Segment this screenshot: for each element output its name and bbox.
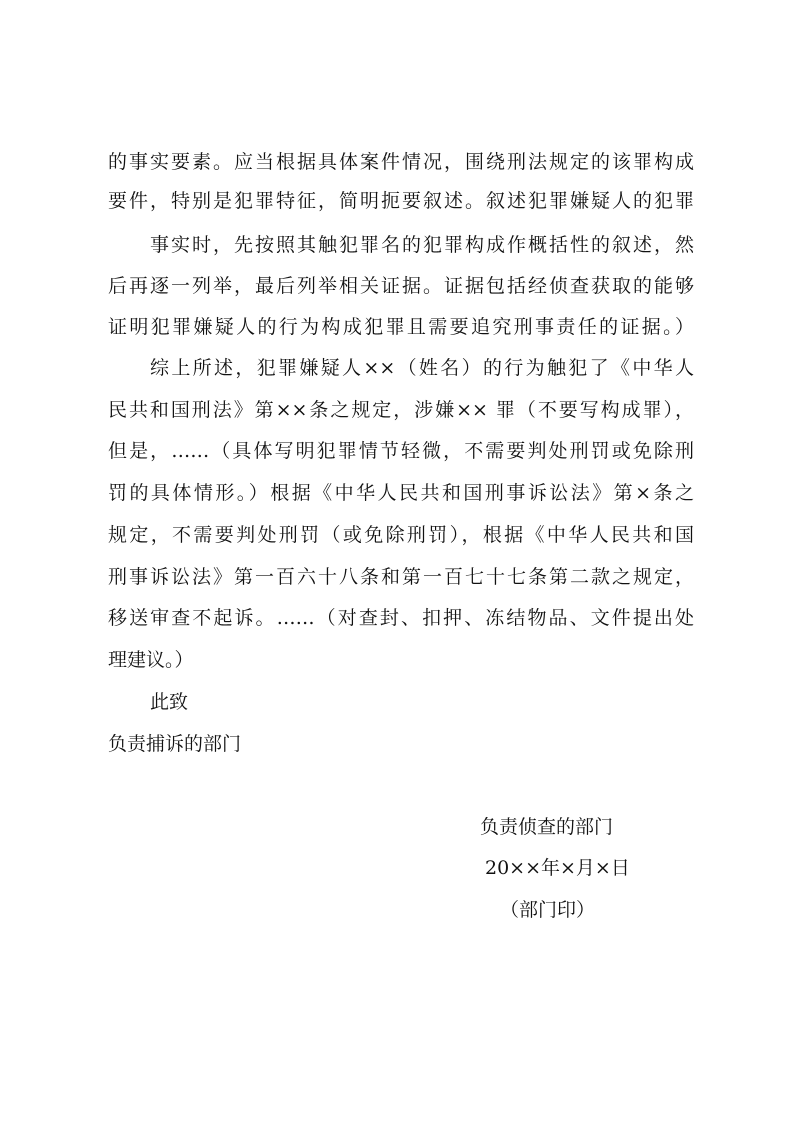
signature-department: 负责侦查的部门	[480, 816, 614, 838]
body-line-13: 理建议。）	[108, 649, 194, 671]
body-line-12: 移送审查不起诉。……（对查封、扣押、冻结物品、文件提出处	[108, 607, 694, 629]
body-line-10: 规定，不需要判处刑罚（或免除刑罚），根据《中华人民共和国	[108, 524, 694, 546]
body-line-6: 综上所述，犯罪嫌疑人××（姓名）的行为触犯了《中华人	[150, 357, 694, 379]
salutation: 此致	[150, 691, 189, 713]
signature-date: 20××年×月×日	[485, 857, 630, 879]
body-line-3: 事实时，先按照其触犯罪名的犯罪构成作概括性的叙述，然	[150, 234, 694, 256]
body-line-8: 但是，……（具体写明犯罪情节轻微，不需要判处刑罚或免除刑	[108, 440, 694, 462]
body-line-5: 证明犯罪嫌疑人的行为构成犯罪且需要追究刑事责任的证据。）	[108, 316, 694, 338]
body-line-11: 刑事诉讼法》第一百六十八条和第一百七十七条第二款之规定，	[108, 566, 694, 588]
body-line-1: 的事实要素。应当根据具体案件情况，围绕刑法规定的该罪构成	[108, 151, 694, 173]
body-line-9: 罚的具体情形。）根据《中华人民共和国刑事诉讼法》第×条之	[108, 482, 694, 504]
signature-seal: （部门印）	[500, 899, 596, 921]
body-line-2: 要件，特别是犯罪特征，简明扼要叙述。叙述犯罪嫌疑人的犯罪	[108, 190, 694, 212]
recipient: 负责捕诉的部门	[108, 733, 242, 755]
body-line-7: 民共和国刑法》第××条之规定，涉嫌×× 罪（不要写构成罪），	[108, 399, 694, 421]
body-line-4: 后再逐一列举，最后列举相关证据。证据包括经侦查获取的能够	[108, 275, 694, 297]
